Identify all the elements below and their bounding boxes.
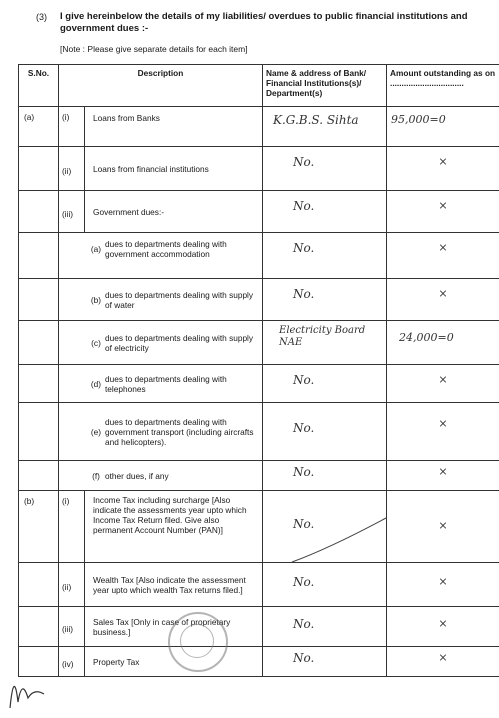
row-amount-handwritten: × [438, 519, 448, 532]
row-letter: (a) [90, 244, 102, 254]
row-sno [19, 461, 59, 491]
table-row [19, 491, 499, 563]
table-row [19, 607, 499, 647]
row-amount-handwritten: × [438, 373, 448, 386]
row-description: Property Tax [85, 647, 263, 677]
row-bank-handwritten: Electricity Board NAE [279, 325, 366, 348]
row-sno [19, 233, 59, 279]
row-sno [19, 147, 59, 191]
row-sno [19, 403, 59, 461]
table-row [19, 461, 499, 491]
table-row [19, 279, 499, 321]
row-bank-handwritten: No. [293, 155, 315, 169]
row-letter: (f) [92, 470, 100, 481]
row-description: dues to departments dealing with supply of electricity [105, 332, 254, 353]
row-sub: (iii) [59, 191, 85, 233]
section-number: (3) [36, 12, 47, 22]
row-sub: (ii) [59, 563, 85, 607]
row-bank-handwritten: No. [293, 575, 315, 589]
row-sub: (i) [59, 491, 85, 563]
row-amount-handwritten: × [438, 575, 448, 588]
row-sno [19, 191, 59, 233]
row-amount-handwritten: × [438, 617, 448, 630]
signature-mark [4, 658, 64, 713]
row-sub: (ii) [59, 147, 85, 191]
row-sub: (iv) [59, 647, 85, 677]
row-description: other dues, if any [105, 470, 169, 481]
table-row [19, 365, 499, 403]
row-description: Income Tax including surcharge [Also indicate the assessments year upto which Income Tax Return filed. Give also permanent Account Number (PAN)] [85, 491, 263, 563]
sub-item [87, 374, 258, 394]
column-header-sno: S.No. [19, 65, 59, 107]
row-letter: (b) [90, 294, 102, 305]
row-description: dues to departments dealing with telephones [105, 373, 227, 394]
table-row [19, 233, 499, 279]
row-amount-handwritten: × [438, 651, 448, 664]
row-sno [19, 279, 59, 321]
row-bank-handwritten: No. [293, 617, 315, 631]
column-header-bank: Name & address of Bank/ Financial Institutions(s)/ Department(s) [263, 65, 387, 107]
row-description: dues to departments dealing with government accommodation [105, 239, 227, 259]
row-bank-handwritten: No. [293, 421, 315, 435]
section-intro: I give hereinbelow the details of my liabilities/ overdues to public financial institutions and government dues :- [60, 11, 468, 34]
pen-stroke [290, 500, 390, 570]
row-letter: (c) [91, 337, 101, 348]
row-letter: (d) [90, 378, 102, 389]
sub-item [87, 417, 258, 447]
row-sno [19, 321, 59, 365]
row-description: Sales Tax [Only in case of proprietary business.] [85, 607, 263, 647]
official-stamp [168, 612, 228, 672]
row-bank-handwritten: No. [293, 651, 315, 665]
row-sub: (iii) [59, 607, 85, 647]
row-amount-handwritten: × [438, 465, 448, 478]
table-row [19, 403, 499, 461]
row-bank-handwritten: No. [293, 517, 315, 531]
row-amount-handwritten: × [438, 155, 448, 168]
row-bank-handwritten: No. [293, 465, 315, 479]
row-description: Government dues:- [85, 191, 263, 233]
section-note: [Note : Please give separate details for each item] [60, 44, 248, 54]
sub-item [87, 290, 258, 310]
sub-item [87, 471, 258, 481]
row-bank-handwritten: No. [293, 199, 315, 213]
row-amount-handwritten: × [438, 417, 448, 430]
table-row [19, 147, 499, 191]
row-amount-handwritten: × [438, 199, 448, 212]
row-description: Loans from financial institutions [85, 147, 263, 191]
table-row [19, 107, 499, 147]
table-row [19, 191, 499, 233]
row-letter: (e) [90, 426, 102, 437]
table-row [19, 563, 499, 607]
row-sno: (a) [19, 107, 59, 147]
row-bank-handwritten: K.G.B.S. Sihta [273, 113, 359, 127]
sub-item [87, 333, 258, 353]
row-description: dues to departments dealing with government transport (including aircrafts and helicopters). [105, 416, 254, 447]
row-description: Loans from Banks [85, 107, 263, 147]
row-amount-handwritten: 95,000=0 [391, 113, 446, 126]
column-header-amount: Amount outstanding as on ................................ [387, 65, 499, 107]
row-sno [19, 563, 59, 607]
row-amount-handwritten: × [438, 287, 448, 300]
row-sno: (b) [19, 491, 59, 563]
row-sub: (i) [59, 107, 85, 147]
row-sno [19, 365, 59, 403]
table-row [19, 647, 499, 677]
row-bank-handwritten: No. [293, 373, 315, 387]
liabilities-table [18, 64, 499, 677]
sub-item [87, 239, 258, 259]
row-amount-handwritten: 24,000=0 [399, 331, 454, 344]
column-header-description: Description [59, 65, 263, 107]
form-header [0, 0, 499, 62]
row-description: dues to departments dealing with supply of water [105, 289, 254, 310]
row-sno [19, 607, 59, 647]
row-amount-handwritten: × [438, 241, 448, 254]
table-row [19, 321, 499, 365]
row-bank-handwritten: No. [293, 241, 315, 255]
table-header-row [19, 65, 499, 107]
row-bank-handwritten: No. [293, 287, 315, 301]
row-description: Wealth Tax [Also indicate the assessment year upto which wealth Tax returns filed.] [85, 563, 263, 607]
